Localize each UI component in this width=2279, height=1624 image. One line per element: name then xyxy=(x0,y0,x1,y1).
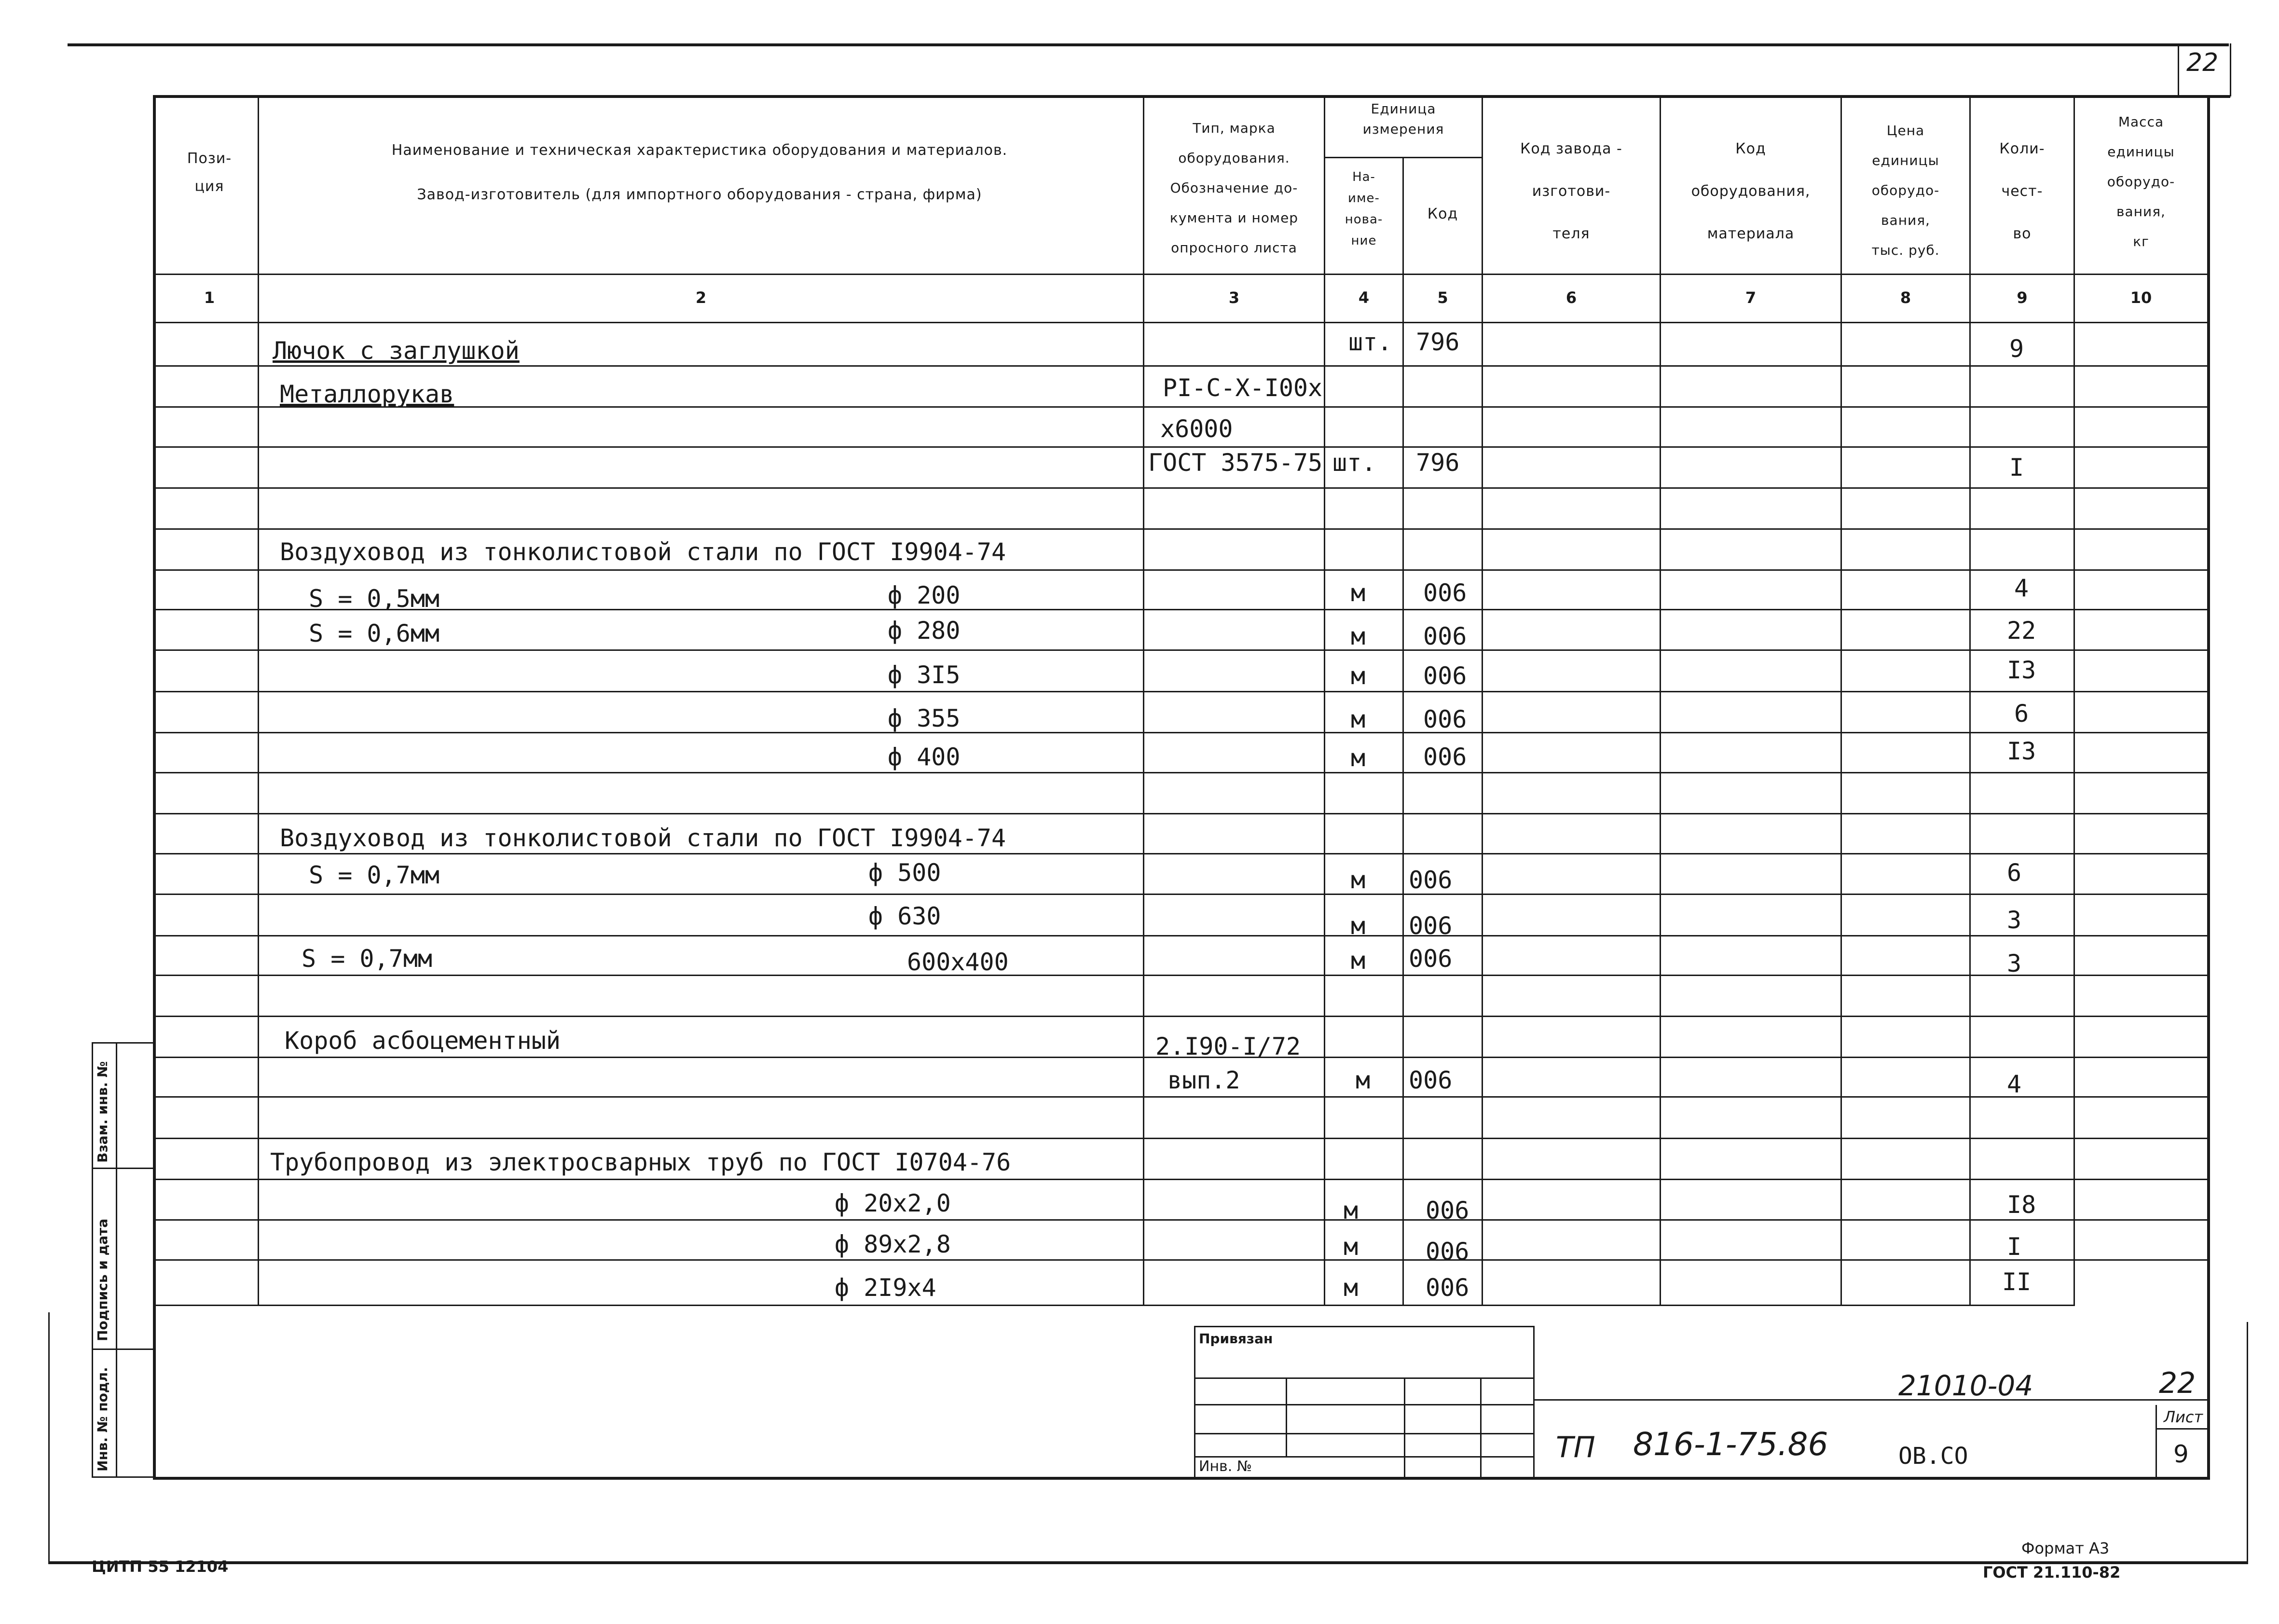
colnum-bottom-line xyxy=(153,322,2208,323)
colnum-8: 8 xyxy=(1900,289,1911,307)
side-margin-top xyxy=(92,1042,154,1044)
stamp-list-num: 9 xyxy=(2173,1440,2189,1468)
col-line-5 xyxy=(1482,95,1483,1306)
row-7-unit: м xyxy=(1351,579,1366,607)
row-22-qty: I8 xyxy=(2007,1191,2036,1219)
row-15-code: 006 xyxy=(1409,912,1453,940)
row-8-qty: 22 xyxy=(2007,617,2036,645)
row-16-code: 006 xyxy=(1409,945,1453,973)
row-11-unit: м xyxy=(1351,744,1366,772)
row-rule xyxy=(153,649,2208,651)
row-10-unit: м xyxy=(1351,705,1366,733)
col-line-2 xyxy=(1143,95,1144,1306)
colnum-7: 7 xyxy=(1745,289,1757,307)
row-16-name: S = 0,7мм xyxy=(302,945,432,973)
col-line-6 xyxy=(1660,95,1661,1306)
row-rule xyxy=(153,1219,2208,1221)
row-rule xyxy=(153,1179,2208,1180)
stamp-list-left xyxy=(2155,1405,2157,1477)
stamp-tp: ТП xyxy=(1556,1431,1595,1464)
stamp-box-right xyxy=(1533,1326,1535,1478)
row-1-unit: шт. xyxy=(1348,328,1392,356)
table-bottom-border xyxy=(153,1477,2210,1480)
colnum-6: 6 xyxy=(1565,289,1577,307)
frame-left-line xyxy=(48,1312,50,1563)
colnum-5: 5 xyxy=(1437,289,1448,307)
colnum-1: 1 xyxy=(204,289,215,307)
row-24-dia: ф 2I9x4 xyxy=(835,1274,936,1302)
row-9-code: 006 xyxy=(1423,662,1467,690)
colnum-3: 3 xyxy=(1228,289,1240,307)
colnum-4: 4 xyxy=(1358,289,1370,307)
row-4-unit: шт. xyxy=(1332,449,1376,477)
row-1-qty: 9 xyxy=(2009,335,2024,363)
sheet-number-top: 22 xyxy=(2186,48,2219,77)
side-margin-inner xyxy=(116,1042,117,1478)
stamp-line-4 xyxy=(1194,1456,1535,1458)
row-19-qty: 4 xyxy=(2007,1070,2022,1098)
row-9-unit: м xyxy=(1351,662,1366,690)
row-22-unit: м xyxy=(1344,1197,1359,1225)
table-body-end-line xyxy=(153,1305,2075,1306)
col-line-8 xyxy=(1969,95,1971,1306)
stamp-line-3 xyxy=(1194,1433,1535,1434)
stamp-div-3 xyxy=(1480,1377,1482,1478)
row-7-code: 006 xyxy=(1423,579,1467,607)
row-23-dia: ф 89x2,8 xyxy=(835,1230,951,1258)
row-14-dia: ф 500 xyxy=(868,859,941,887)
row-rule xyxy=(153,569,2208,571)
row-rule xyxy=(153,975,2208,976)
table-left-border xyxy=(153,95,156,1480)
stamp-box-left xyxy=(1194,1326,1195,1478)
row-11-dia: ф 400 xyxy=(888,743,961,771)
row-rule xyxy=(153,772,2208,773)
row-4-qty: I xyxy=(2009,454,2024,482)
stamp-doc-number: 21010-04 xyxy=(1898,1369,2033,1402)
side-margin-line xyxy=(92,1042,93,1478)
header-col8: Цена единицы оборудо- вания, тыс. руб. xyxy=(1871,123,1940,258)
stamp-list-line xyxy=(2155,1428,2209,1430)
row-9-qty: I3 xyxy=(2007,656,2036,684)
row-15-qty: 3 xyxy=(2007,906,2022,934)
side-label-vzam: Взам. инв. № xyxy=(95,1061,110,1163)
row-1-code: 796 xyxy=(1416,328,1460,356)
row-16-dia: 600x400 xyxy=(907,948,1009,976)
row-16-qty: 3 xyxy=(2007,950,2022,977)
footer-left: ЦИТП 55 12104 xyxy=(92,1557,229,1576)
row-16-unit: м xyxy=(1351,947,1366,975)
row-rule xyxy=(153,1016,2208,1017)
row-19-unit: м xyxy=(1356,1066,1371,1094)
row-4-type: ГОСТ 3575-75 xyxy=(1148,449,1323,477)
row-15-dia: ф 630 xyxy=(868,902,941,930)
stamp-inv: Инв. № xyxy=(1199,1458,1252,1475)
colnum-2: 2 xyxy=(695,289,707,307)
row-22-code: 006 xyxy=(1426,1197,1469,1225)
row-rule xyxy=(153,1259,2208,1261)
row-23-unit: м xyxy=(1344,1233,1359,1261)
row-13-name: Воздуховод из тонколистовой стали по ГОСТ I9904-74 xyxy=(280,824,1006,852)
side-margin-bottom xyxy=(92,1476,154,1478)
table-top-border xyxy=(153,95,2230,98)
row-24-code: 006 xyxy=(1426,1274,1469,1302)
side-margin-sep2 xyxy=(92,1349,154,1350)
row-6-name: Воздуховод из тонколистовой стали по ГОСТ I9904-74 xyxy=(280,538,1006,566)
header-col10: Масса единицы оборудо- вания, кг xyxy=(2107,114,2175,249)
row-rule xyxy=(153,487,2208,489)
row-10-dia: ф 355 xyxy=(888,704,961,732)
row-rule xyxy=(153,935,2208,936)
stamp-line-1 xyxy=(1194,1377,1535,1379)
header-bottom-line xyxy=(153,274,2208,275)
header-col7: Код оборудования, материала xyxy=(1691,140,1811,242)
header-col45-group: Единица измерения xyxy=(1362,101,1444,137)
frame-top-line xyxy=(68,43,2229,46)
row-rule xyxy=(153,691,2208,692)
row-24-qty: II xyxy=(2002,1268,2032,1296)
header-col2-line2: Завод-изготовитель (для импортного оборудования - страна, фирма) xyxy=(417,186,982,203)
row-rule xyxy=(153,813,2208,814)
stamp-code: ОВ.СО xyxy=(1898,1443,1968,1470)
row-7-dia: ф 200 xyxy=(888,581,961,609)
row-1-name: Лючок с заглушкой xyxy=(273,337,520,365)
col-line-3 xyxy=(1324,95,1325,1306)
row-18-type: 2.I90-I/72 xyxy=(1155,1032,1301,1060)
frame-right-line xyxy=(2247,1322,2248,1563)
stamp-box-top xyxy=(1194,1326,1535,1327)
header-col6: Код завода - изготови- теля xyxy=(1520,140,1622,242)
frame-bottom-line xyxy=(48,1561,2248,1564)
row-24-unit: м xyxy=(1344,1274,1359,1302)
row-11-code: 006 xyxy=(1423,743,1467,771)
row-19-type: вып.2 xyxy=(1167,1066,1240,1094)
row-8-name: S = 0,6мм xyxy=(309,619,439,647)
colnum-9: 9 xyxy=(2017,289,2028,307)
row-2-name: Металлорукав xyxy=(280,380,454,408)
row-23-code: 006 xyxy=(1426,1238,1469,1266)
row-15-unit: м xyxy=(1351,912,1366,940)
row-10-code: 006 xyxy=(1423,705,1467,733)
row-rule xyxy=(153,406,2208,408)
footer-gost: ГОСТ 21.110-82 xyxy=(1983,1563,2121,1582)
row-11-qty: I3 xyxy=(2007,737,2036,765)
row-14-qty: 6 xyxy=(2007,859,2022,887)
table-right-border xyxy=(2207,95,2210,1480)
header-col1: Пози- ция xyxy=(187,150,232,195)
row-rule xyxy=(153,1096,2208,1098)
row-18-name: Короб асбоцементный xyxy=(285,1027,561,1055)
row-rule xyxy=(153,894,2208,895)
row-rule xyxy=(153,528,2208,530)
row-21-name: Трубопровод из электросварных труб по ГОСТ I0704-76 xyxy=(270,1148,1011,1176)
stamp-div-2 xyxy=(1404,1377,1405,1478)
row-8-unit: м xyxy=(1351,622,1366,650)
col-line-1 xyxy=(258,95,259,1306)
col-line-7 xyxy=(1840,95,1842,1306)
row-23-qty: I xyxy=(2007,1233,2022,1261)
row-rule xyxy=(153,609,2208,610)
row-14-unit: м xyxy=(1351,866,1366,894)
row-14-code: 006 xyxy=(1409,866,1453,894)
row-7-name: S = 0,5мм xyxy=(309,585,439,613)
header-col3: Тип, марка оборудования. Обозначение до- кумента и номер опросного листа xyxy=(1169,120,1299,256)
stamp-sheet: 22 xyxy=(2159,1366,2196,1400)
row-9-dia: ф 3I5 xyxy=(888,661,961,689)
row-4-code: 796 xyxy=(1416,449,1460,477)
header-col4: На- име- нова- ние xyxy=(1345,170,1383,248)
header-col2-line1: Наименование и техническая характеристика оборудования и материалов. xyxy=(391,142,1008,159)
sheet-box-left xyxy=(2178,43,2179,96)
stamp-main-line xyxy=(1533,1399,2209,1401)
side-margin-sep1 xyxy=(92,1168,154,1169)
row-19-code: 006 xyxy=(1409,1066,1453,1094)
side-label-podpis: Подпись и дата xyxy=(95,1218,110,1341)
row-rule xyxy=(153,853,2208,854)
stamp-list-label: Лист xyxy=(2164,1408,2203,1426)
footer-format: Формат А3 xyxy=(2021,1539,2110,1557)
stamp-line-2 xyxy=(1194,1404,1535,1405)
row-22-dia: ф 20x2,0 xyxy=(835,1189,951,1217)
side-label-inv: Инв. № подл. xyxy=(95,1367,110,1472)
stamp-div-1 xyxy=(1286,1377,1287,1456)
header-col9: Коли- чест- во xyxy=(1999,140,2045,242)
stamp-privyazan: Привязан xyxy=(1199,1331,1273,1347)
row-rule xyxy=(153,1138,2208,1139)
row-2-type: PI-C-X-I00x xyxy=(1163,374,1323,402)
row-10-qty: 6 xyxy=(2014,700,2029,728)
row-8-dia: ф 280 xyxy=(888,617,961,645)
col-line-4 xyxy=(1402,157,1404,1306)
col-line-9 xyxy=(2073,95,2075,1306)
row-14-name: S = 0,7мм xyxy=(309,861,439,889)
row-rule xyxy=(153,732,2208,733)
colnum-10: 10 xyxy=(2130,289,2152,307)
row-3-type: x6000 xyxy=(1160,415,1233,443)
row-rule xyxy=(153,446,2208,448)
header-col5: Код xyxy=(1427,206,1458,222)
sheet-box-right xyxy=(2230,43,2231,96)
row-8-code: 006 xyxy=(1423,622,1467,650)
row-7-qty: 4 xyxy=(2014,574,2029,602)
row-rule xyxy=(153,365,2208,367)
stamp-project: 816-1-75.86 xyxy=(1633,1426,1828,1463)
